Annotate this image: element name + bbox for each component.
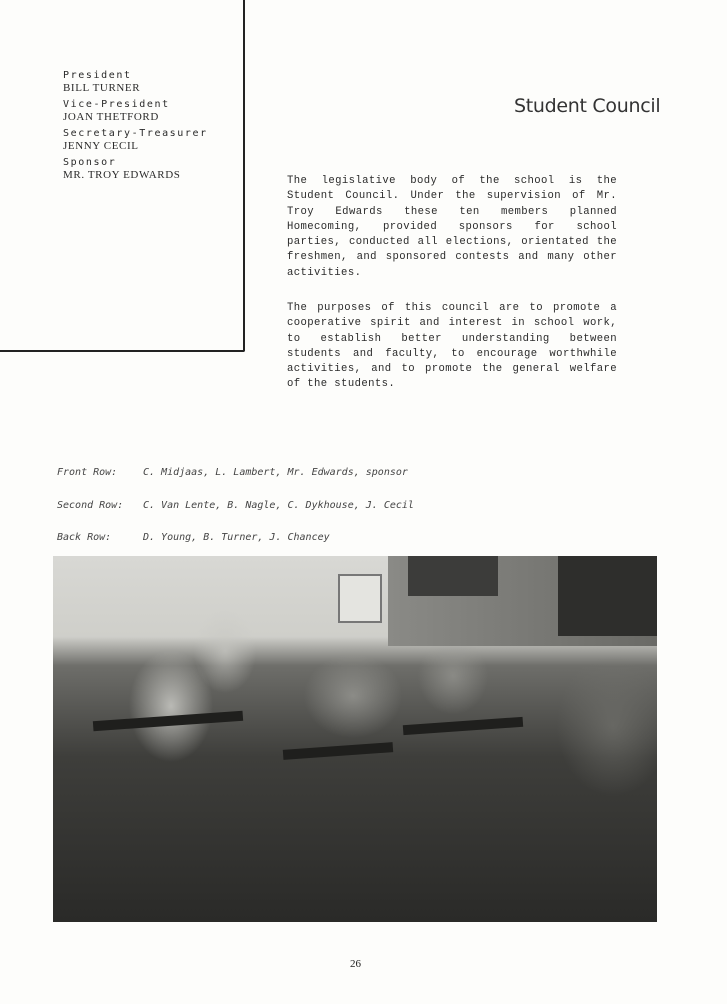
row-label: Front Row:	[57, 467, 118, 478]
photo-window	[558, 556, 657, 636]
officer-role: President	[63, 70, 132, 81]
row-names: C. Midjaas, L. Lambert, Mr. Edwards, sponsor	[143, 467, 408, 478]
caption-row	[57, 500, 414, 516]
paragraph: The purposes of this council are to promote a cooperative spirit and interest in school work, to establish better understanding between students and faculty, to encourage worthwhile activities, and to promote the general welfare of the students.	[287, 302, 617, 391]
officer-role: Secretary-Treasurer	[63, 128, 208, 139]
caption-row	[57, 467, 414, 483]
caption-row	[57, 532, 414, 548]
row-label: Second Row:	[57, 499, 124, 511]
photo-desk	[403, 717, 523, 735]
photo-bulletin-board	[408, 556, 498, 596]
officer-name: MR. TROY EDWARDS	[63, 169, 181, 181]
row-names: D. Young, B. Turner, J. Chancey	[143, 532, 330, 543]
page-title: Student Council	[514, 95, 661, 117]
paragraph: The legislative body of the school is the Student Council. Under the supervision of Mr. Troy Edwards these ten members planned Homecoming, provided sponsors for school parties, conducted all elections, orientated the freshmen, and sponsored contests and many other activities.	[287, 175, 617, 279]
officer-role: Sponsor	[63, 157, 117, 168]
photo-desk	[283, 742, 393, 760]
photo-caption	[57, 467, 414, 565]
officer-name: JENNY CECIL	[63, 140, 139, 152]
officer-role: Vice-President	[63, 99, 170, 110]
row-names: C. Van Lente, B. Nagle, C. Dykhouse, J. Cecil	[143, 499, 414, 511]
officer-name: BILL TURNER	[63, 82, 141, 94]
group-photo	[53, 556, 657, 922]
officer-name: JOAN THETFORD	[63, 111, 159, 123]
photo-desk	[93, 711, 243, 731]
page-number: 26	[350, 958, 361, 970]
row-label: Back Row:	[57, 532, 112, 543]
photo-poster	[338, 574, 382, 623]
officers-list	[63, 66, 238, 182]
